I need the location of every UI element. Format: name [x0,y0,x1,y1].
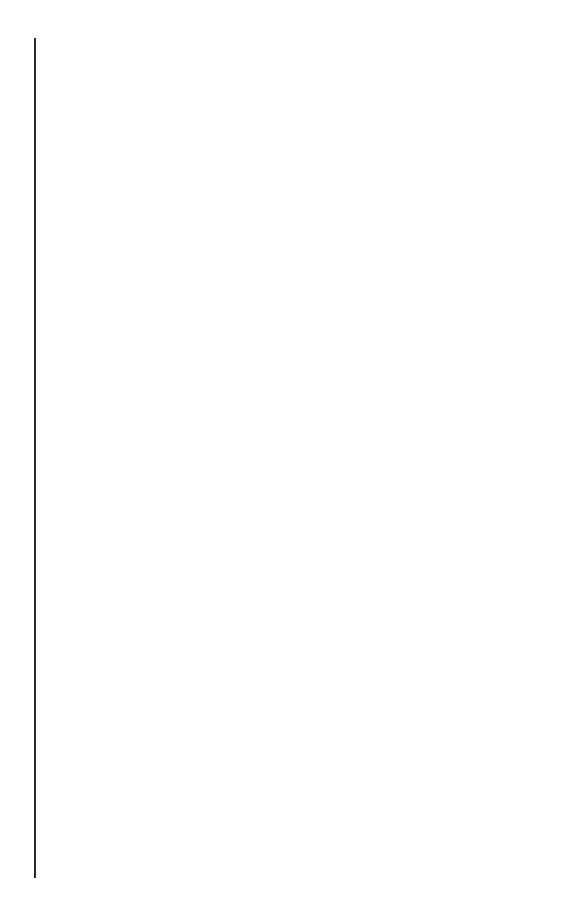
section-heading-piazza [58,126,453,160]
page-gutter-line [34,38,36,878]
page-header [58,64,453,88]
book-page [58,64,453,162]
section-heading-chiesa [58,90,453,124]
